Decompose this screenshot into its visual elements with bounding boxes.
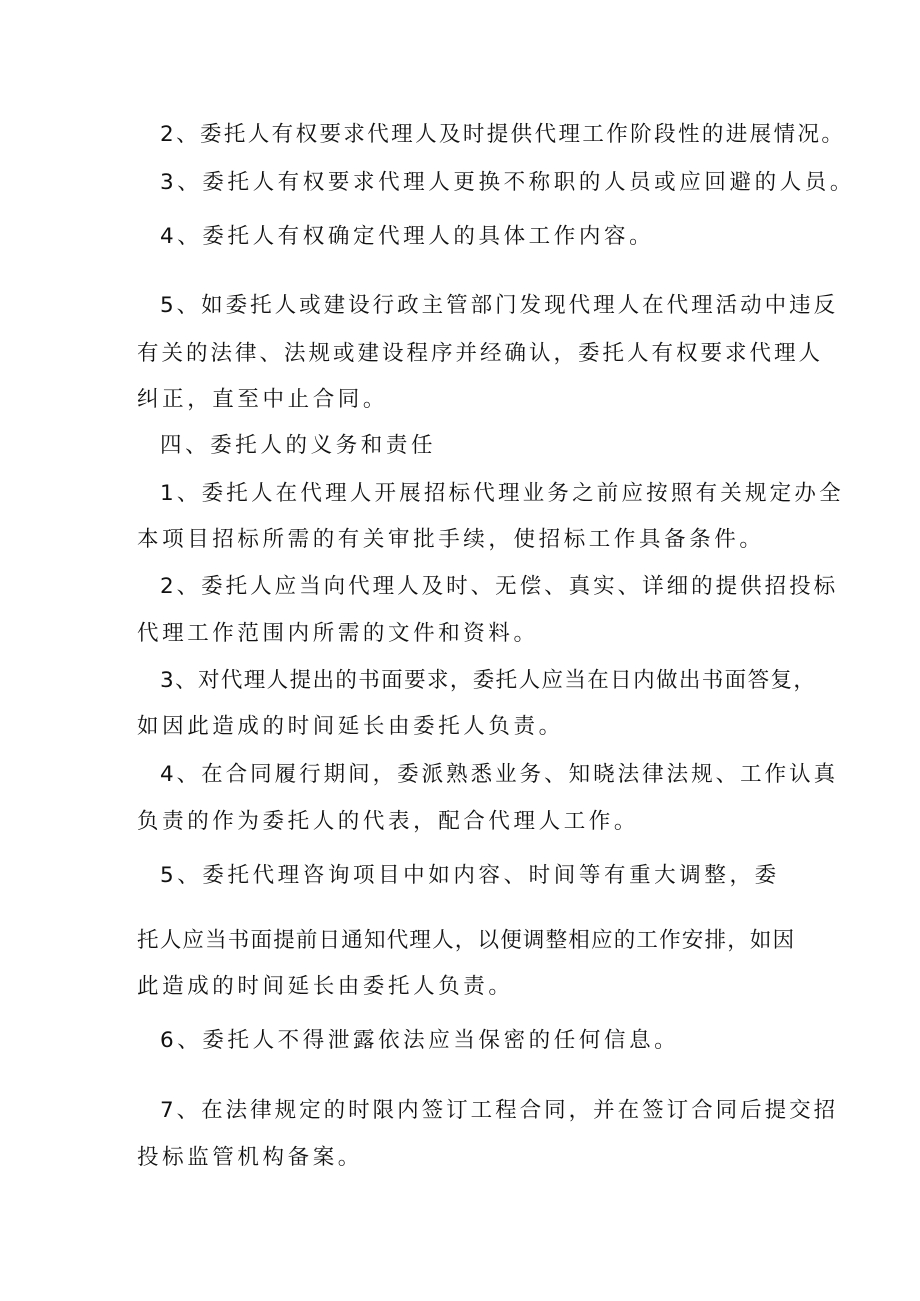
text-line-right-5-cont: 有关的法律、法规或建设程序并经确认，委托人有权要求代理人 xyxy=(137,341,824,366)
text-line-duty-3-cont: 如因此造成的时间延长由委托人负责。 xyxy=(137,714,564,739)
text-line-duty-3: 3、对代理人提出的书面要求，委托人应当在日内做出书面答复， xyxy=(160,668,817,693)
text-line-right-2: 2、委托人有权要求代理人及时提供代理工作阶段性的进展情况。 xyxy=(160,122,846,147)
text-line-duty-6: 6、委托人不得泄露依法应当保密的任何信息。 xyxy=(160,1028,680,1053)
text-line-duty-1-cont: 本项目招标所需的有关审批手续，使招标工作具备条件。 xyxy=(137,527,765,552)
text-line-right-5: 5、如委托人或建设行政主管部门发现代理人在代理活动中违反 xyxy=(160,293,839,318)
text-line-duty-2-cont: 代理工作范围内所需的文件和资料。 xyxy=(137,621,539,646)
text-line-right-4: 4、委托人有权确定代理人的具体工作内容。 xyxy=(160,224,655,249)
text-line-duty-4-cont: 负责的作为委托人的代表，配合代理人工作。 xyxy=(137,809,640,834)
text-line-duty-5-end: 此造成的时间延长由委托人负责。 xyxy=(137,974,514,999)
text-line-duty-2: 2、委托人应当向代理人及时、无偿、真实、详细的提供招投标 xyxy=(160,574,839,599)
text-line-duty-5: 5、委托代理咨询项目中如内容、时间等有重大调整，委 xyxy=(160,863,780,888)
text-line-duty-7-cont: 投标监管机构备案。 xyxy=(137,1145,363,1170)
text-line-duty-5-cont: 托人应当书面提前日通知代理人，以便调整相应的工作安排，如因 xyxy=(137,928,796,953)
text-line-duty-1: 1、委托人在代理人开展招标代理业务之前应按照有关规定办全 xyxy=(160,481,844,506)
text-line-right-3: 3、委托人有权要求代理人更换不称职的人员或应回避的人员。 xyxy=(160,170,855,195)
section-heading-duties: 四、委托人的义务和责任 xyxy=(160,433,437,458)
text-line-right-5-end: 纠正，直至中止合同。 xyxy=(137,387,389,412)
text-line-duty-4: 4、在合同履行期间，委派熟悉业务、知晓法律法规、工作认真 xyxy=(160,762,839,787)
text-line-duty-7: 7、在法律规定的时限内签订工程合同，并在签订合同后提交招 xyxy=(160,1098,839,1123)
